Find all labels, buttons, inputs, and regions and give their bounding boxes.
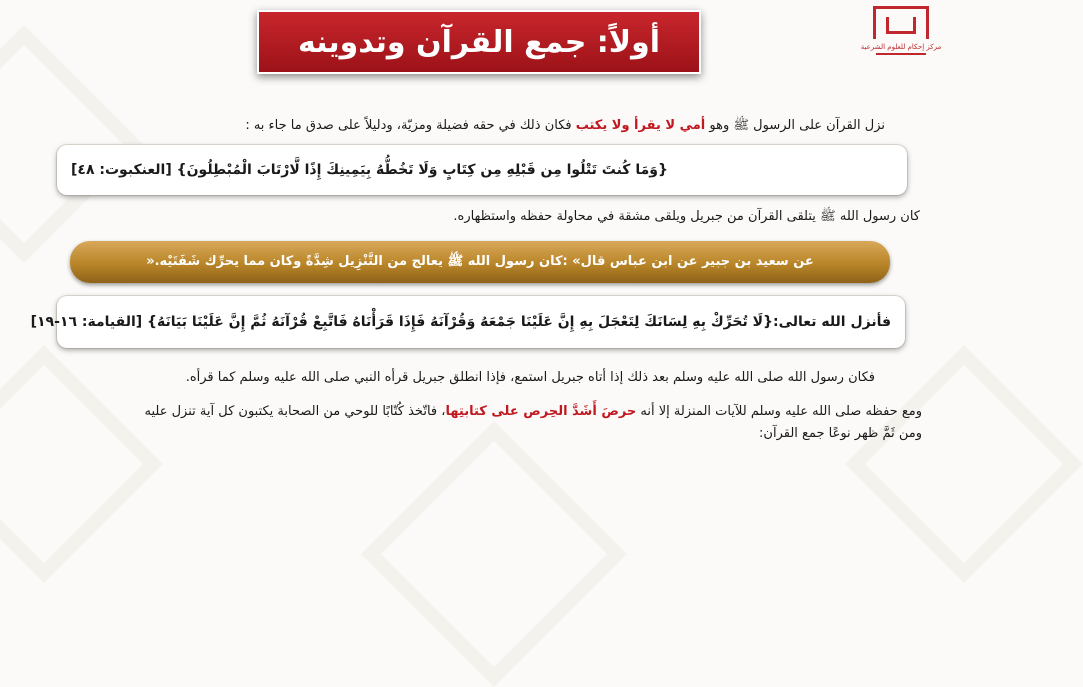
paragraph-writing xyxy=(145,404,922,419)
intro-text-c: فكان ذلك في حقه فضيلة ومزيّة، ودليلاً على صدق ما جاء به : xyxy=(245,118,576,133)
logo-underline xyxy=(876,53,926,55)
intro-paragraph xyxy=(245,117,885,136)
background-pattern xyxy=(0,345,163,583)
memorization-text: كان رسول الله ﷺ يتلقى القرآن من جبريل ويلقى مشقة في محاولة حفظه واستظهاره. xyxy=(453,209,920,224)
logo-mark-icon xyxy=(873,6,929,39)
paragraph-types xyxy=(759,426,922,441)
paragraph-memorization xyxy=(453,208,920,227)
hadith-banner xyxy=(70,241,890,283)
title-banner xyxy=(257,10,701,74)
verse-ankabut: {وَمَا كُنتَ تَتْلُوا مِن قَبْلِهِ مِن كِتَابٍ وَلَا تَخُطُّهُ بِيَمِينِكَ إِذًا لَّارْتَابَ الْمُبْطِلُونَ} [العنكبوت: ٤٨] xyxy=(71,162,668,178)
writing-highlight: حرصَ أَشَدَّ الحِرص على كتابتِها xyxy=(445,404,637,419)
logo-subtitle: مركز إحكام للعلوم الشرعية xyxy=(860,43,942,51)
writing-text-a: ومع حفظه صلى الله عليه وسلم للآيات المنزلة إلا أنه xyxy=(636,404,922,419)
paragraph-listening xyxy=(186,370,875,385)
verse-card-qiyamah xyxy=(30,296,905,348)
background-pattern xyxy=(361,421,627,687)
writing-text-c: ، فاتّخذ كُتّابًا للوحي من الصحابة يكتبون كل آية تنزل عليه xyxy=(144,404,446,419)
types-text: ومن ثَمَّ ظهر نوعًا جمع القرآن: xyxy=(759,426,922,441)
hadith-text: عن سعيد بن جبير عن ابن عباس قال» :كان رسول الله ﷺ يعالج من التَّنْزِيل شِدَّةً وكان مما يحرِّك شَفَتَيْه.« xyxy=(146,253,814,269)
background-pattern xyxy=(0,25,143,263)
intro-text-a: نزل القرآن على الرسول ﷺ وهو xyxy=(705,118,885,133)
listening-text: فكان رسول الله صلى الله عليه وسلم بعد ذلك إذا أتاه جبريل استمع، فإذا انطلق جبريل قرأه النبي صلى الله عليه وسلم كما قرأه. xyxy=(185,370,875,385)
verse-card-ankabut xyxy=(57,145,907,195)
verse-qiyamah: {لَا تُحَرِّكْ بِهِ لِسَانَكَ لِتَعْجَلَ بِهِ إِنَّ عَلَيْنَا جَمْعَهُ وَقُرْآنَهُ فَإِذَا قَرَأْنَاهُ فَاتَّبِعْ قُرْآنَهُ ثُمَّ إِنَّ عَلَيْنَا بَيَانَهُ} [القيامة: ١٦-١٩] xyxy=(30,314,774,330)
background-pattern xyxy=(845,345,1083,583)
page-title: أولاً: جمع القرآن وتدوينه xyxy=(297,24,661,60)
intro-highlight: أمي لا يقرأ ولا يكتب xyxy=(575,118,706,133)
logo xyxy=(862,6,940,66)
verse2-intro: فأنزل الله تعالى: xyxy=(773,314,891,330)
